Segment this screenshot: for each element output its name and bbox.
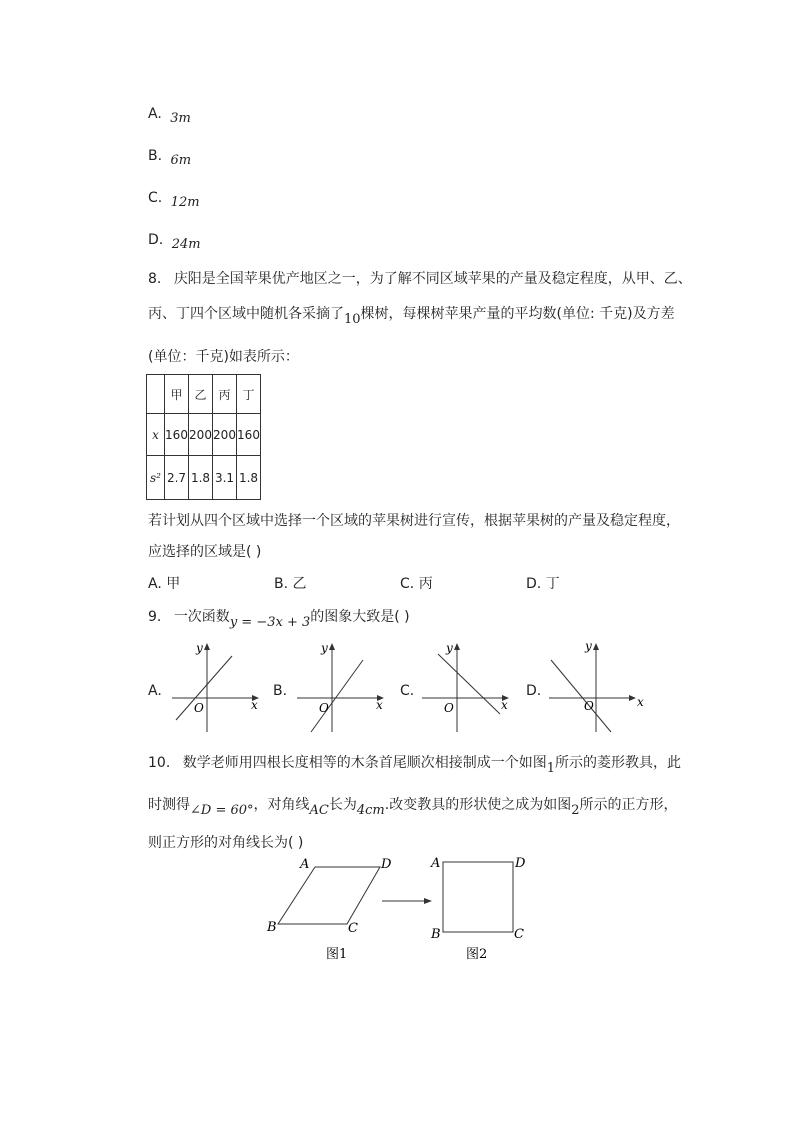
figure-ref: 1 bbox=[546, 761, 555, 776]
table-header-cell: 乙 bbox=[189, 375, 213, 414]
option-value: 24m bbox=[171, 237, 201, 252]
function-line bbox=[176, 656, 232, 720]
x-label: x bbox=[501, 698, 508, 712]
table-cell: 1.8 bbox=[189, 456, 213, 500]
q8-after-line-2 bbox=[148, 541, 261, 561]
unit-text: (单位: 千克) bbox=[556, 306, 633, 322]
option-text: 丙 bbox=[418, 576, 433, 592]
graph-b-letter: B. bbox=[273, 683, 288, 699]
question-text: 丙、丁四个区域中随机各采摘了 bbox=[148, 306, 344, 322]
question-text: 所示的菱形教具，此 bbox=[555, 755, 681, 771]
option-letter: C. bbox=[400, 576, 415, 592]
length-value: 4cm bbox=[356, 803, 385, 818]
y-axis-arrow bbox=[204, 643, 210, 650]
option-letter: B. bbox=[274, 576, 289, 592]
option-letter: D. bbox=[526, 576, 542, 592]
function-line bbox=[311, 660, 363, 732]
option-text: 甲 bbox=[166, 576, 181, 592]
option-letter: A. bbox=[148, 576, 162, 592]
option-letter: A. bbox=[148, 106, 162, 122]
q8-line-1 bbox=[148, 268, 692, 288]
question-text: 数学老师用四根长度相等的木条首尾顺次相接制成一个如图 bbox=[182, 755, 547, 771]
question-text: (单位：千克)如表所示： bbox=[148, 349, 299, 365]
question-number: 10. bbox=[148, 755, 171, 771]
origin-label: O bbox=[444, 701, 454, 715]
option-letter: C. bbox=[148, 190, 163, 206]
question-text: 庆阳是全国苹果优产地区之一，为了解不同区域苹果的产量及稳定程度，从甲、乙、 bbox=[173, 271, 692, 287]
arrow-head bbox=[424, 898, 432, 904]
question-text: 时测得 bbox=[148, 797, 190, 813]
question-text: 所示的正方形， bbox=[579, 797, 678, 813]
table-row bbox=[147, 456, 261, 500]
q7-option-c bbox=[148, 190, 200, 210]
diagonal-name: AC bbox=[309, 803, 329, 818]
x-label: x bbox=[637, 695, 644, 709]
table-header-cell: 甲 bbox=[165, 375, 189, 414]
table-cell: 160 bbox=[237, 414, 261, 456]
graph-c bbox=[418, 636, 518, 736]
question-text: 则正方形的对角线长为( ) bbox=[148, 835, 304, 851]
option-value: 6m bbox=[170, 153, 192, 168]
q8-option-b bbox=[274, 573, 307, 593]
question-text: 应选择的区域是( ) bbox=[148, 544, 262, 560]
question-text: 一次函数 bbox=[173, 609, 230, 625]
q10-line-2 bbox=[148, 794, 678, 818]
question-text: 及方差 bbox=[632, 306, 675, 322]
option-value: 12m bbox=[170, 195, 200, 210]
table-cell: 160 bbox=[165, 414, 189, 456]
table-cell: 1.8 bbox=[237, 456, 261, 500]
q8-option-c bbox=[400, 573, 433, 593]
y-axis-arrow bbox=[329, 643, 335, 650]
option-value: 3m bbox=[170, 111, 191, 126]
function-formula: y = −3x + 3 bbox=[229, 615, 311, 630]
row-label: s² bbox=[147, 456, 165, 500]
question-number: 9. bbox=[148, 609, 162, 625]
table-header-cell: 丙 bbox=[213, 375, 237, 414]
question-text: 若计划从四个区域中选择一个区域的苹果树进行宣传，根据苹果树的产量及稳定程度， bbox=[148, 513, 680, 529]
square-vertex-a: A bbox=[431, 856, 441, 871]
tree-count: 10 bbox=[344, 312, 361, 327]
origin-label: O bbox=[194, 701, 204, 715]
graph-d bbox=[545, 636, 645, 736]
q7-option-a bbox=[148, 106, 191, 126]
y-label: y bbox=[321, 641, 328, 655]
graph-a-letter: A. bbox=[148, 683, 162, 699]
square bbox=[443, 862, 513, 932]
origin-label: O bbox=[584, 699, 594, 713]
question-text: .改变教具的形状使之成为如图 bbox=[384, 797, 572, 813]
table-cell: 200 bbox=[213, 414, 237, 456]
q9-line bbox=[148, 606, 410, 630]
option-letter: B. bbox=[148, 148, 163, 164]
table-header-row bbox=[147, 375, 261, 414]
rhombus-vertex-a: A bbox=[300, 857, 310, 872]
rhombus-vertex-c: C bbox=[348, 921, 358, 936]
question-number: 8. bbox=[148, 271, 162, 287]
q8-line-2 bbox=[148, 303, 675, 327]
row-label: x bbox=[147, 414, 165, 456]
figure-ref: 2 bbox=[571, 803, 580, 818]
y-axis-arrow bbox=[593, 643, 599, 650]
angle-formula: ∠D = 60° bbox=[190, 803, 254, 818]
y-label: y bbox=[585, 639, 592, 653]
y-label: y bbox=[196, 641, 203, 655]
y-axis-arrow bbox=[454, 643, 460, 650]
q8-option-a bbox=[148, 573, 180, 593]
y-label: y bbox=[446, 641, 453, 655]
table-cell: 200 bbox=[189, 414, 213, 456]
q8-after-line-1 bbox=[148, 510, 680, 530]
table-cell bbox=[147, 375, 165, 414]
table-row bbox=[147, 414, 261, 456]
option-text: 丁 bbox=[545, 576, 560, 592]
question-text: ，对角线 bbox=[253, 797, 310, 813]
square-vertex-b: B bbox=[431, 927, 441, 942]
question-text: 的图象大致是( ) bbox=[310, 609, 410, 625]
figure-2-caption: 图2 bbox=[466, 947, 488, 962]
q7-option-d bbox=[148, 232, 201, 252]
figure-1-caption: 图1 bbox=[326, 947, 348, 962]
q8-line-3 bbox=[148, 346, 299, 366]
rhombus-vertex-d: D bbox=[381, 857, 392, 872]
rhombus-vertex-b: B bbox=[267, 920, 277, 935]
x-label: x bbox=[251, 698, 258, 712]
question-text: 长为 bbox=[328, 797, 357, 813]
graph-b bbox=[293, 636, 393, 736]
q8-option-d bbox=[526, 573, 560, 593]
square-vertex-d: D bbox=[515, 856, 526, 871]
option-text: 乙 bbox=[292, 576, 307, 592]
q7-option-b bbox=[148, 148, 192, 168]
statistics-table bbox=[146, 374, 261, 500]
function-line bbox=[551, 660, 611, 732]
graph-c-letter: C. bbox=[400, 683, 415, 699]
square-vertex-c: C bbox=[514, 927, 524, 942]
rhombus bbox=[278, 867, 380, 924]
q10-line-3 bbox=[148, 832, 303, 852]
rhombus-square-figure bbox=[260, 852, 540, 962]
graph-d-letter: D. bbox=[526, 683, 542, 699]
table-cell: 3.1 bbox=[213, 456, 237, 500]
x-label: x bbox=[376, 698, 383, 712]
origin-label: O bbox=[319, 701, 329, 715]
option-letter: D. bbox=[148, 232, 164, 248]
question-text: 棵树，每棵树苹果产量的平均数 bbox=[360, 306, 557, 322]
table-header-cell: 丁 bbox=[237, 375, 261, 414]
x-axis-arrow bbox=[629, 695, 636, 701]
graph-a bbox=[168, 636, 268, 736]
q10-line-1 bbox=[148, 752, 681, 776]
table-cell: 2.7 bbox=[165, 456, 189, 500]
